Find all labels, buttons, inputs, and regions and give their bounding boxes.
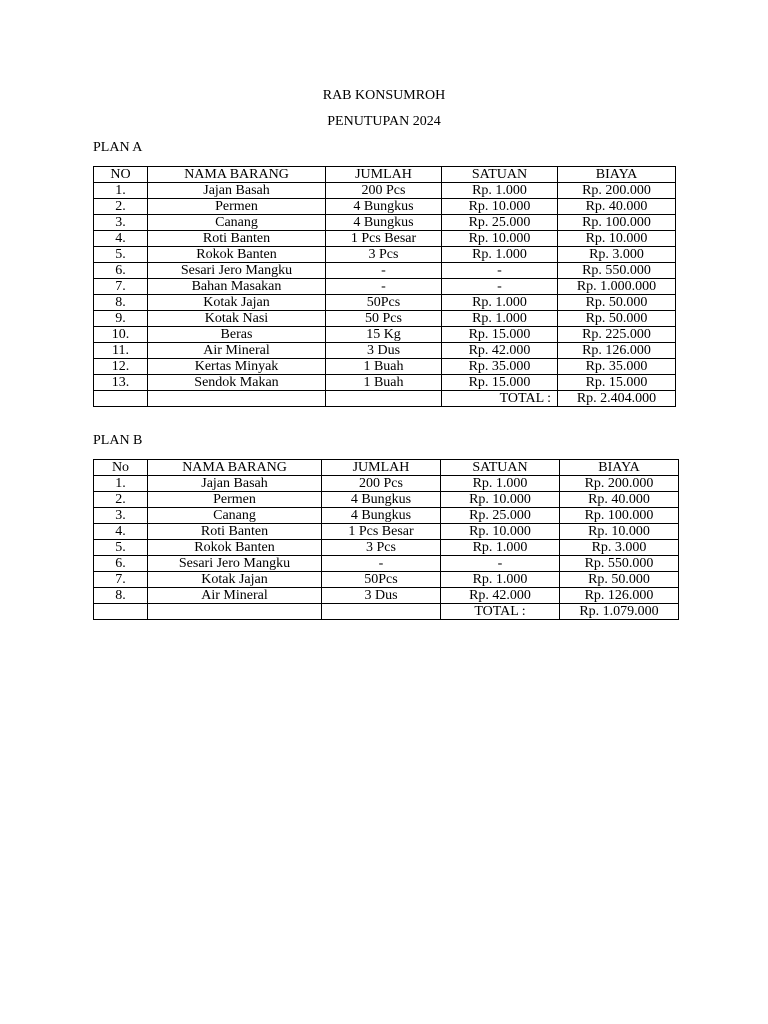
- cell-biaya: Rp. 50.000: [558, 311, 676, 327]
- header-satuan: SATUAN: [441, 460, 560, 476]
- header-jumlah: JUMLAH: [326, 167, 442, 183]
- cell-nama-barang: Roti Banten: [148, 231, 326, 247]
- table-row: [94, 572, 679, 588]
- cell-nama-barang: Canang: [148, 508, 322, 524]
- cell-nama-barang: Permen: [148, 492, 322, 508]
- cell-biaya: Rp. 126.000: [558, 343, 676, 359]
- cell-biaya: Rp. 35.000: [558, 359, 676, 375]
- cell-nama-barang: Kotak Jajan: [148, 295, 326, 311]
- cell-no: 5.: [94, 247, 148, 263]
- cell-satuan: Rp. 1.000: [441, 572, 560, 588]
- cell-biaya: Rp. 550.000: [560, 556, 679, 572]
- cell-no: 13.: [94, 375, 148, 391]
- cell-jumlah: 4 Bungkus: [326, 215, 442, 231]
- cell-no: 1.: [94, 476, 148, 492]
- cell-biaya: Rp. 100.000: [560, 508, 679, 524]
- cell-nama-barang: Sesari Jero Mangku: [148, 556, 322, 572]
- cell-biaya: Rp. 10.000: [560, 524, 679, 540]
- cell-satuan: Rp. 1.000: [442, 311, 558, 327]
- table-row: [94, 215, 676, 231]
- table-row: [94, 327, 676, 343]
- header-no: No: [94, 460, 148, 476]
- cell-satuan: Rp. 42.000: [442, 343, 558, 359]
- cell-jumlah: 4 Bungkus: [322, 492, 441, 508]
- plan-a-table: [93, 166, 676, 407]
- cell-jumlah: 200 Pcs: [322, 476, 441, 492]
- table-row: [94, 540, 679, 556]
- cell-nama-barang: Sendok Makan: [148, 375, 326, 391]
- cell-no: 8.: [94, 588, 148, 604]
- cell-biaya: Rp. 10.000: [558, 231, 676, 247]
- cell-jumlah: 200 Pcs: [326, 183, 442, 199]
- empty-cell: [94, 604, 148, 620]
- cell-nama-barang: Jajan Basah: [148, 476, 322, 492]
- document-subtitle: PENUTUPAN 2024: [327, 114, 441, 129]
- total-row: [94, 604, 679, 620]
- header-nama-barang: NAMA BARANG: [148, 167, 326, 183]
- cell-nama-barang: Rokok Banten: [148, 247, 326, 263]
- cell-nama-barang: Beras: [148, 327, 326, 343]
- cell-satuan: -: [442, 263, 558, 279]
- cell-nama-barang: Sesari Jero Mangku: [148, 263, 326, 279]
- header-biaya: BIAYA: [560, 460, 679, 476]
- cell-nama-barang: Air Mineral: [148, 588, 322, 604]
- total-label: TOTAL :: [442, 391, 558, 407]
- table-row: [94, 492, 679, 508]
- cell-nama-barang: Kotak Jajan: [148, 572, 322, 588]
- cell-jumlah: 15 Kg: [326, 327, 442, 343]
- header-nama-barang: NAMA BARANG: [148, 460, 322, 476]
- cell-no: 1.: [94, 183, 148, 199]
- cell-jumlah: 3 Dus: [326, 343, 442, 359]
- header-no: NO: [94, 167, 148, 183]
- cell-nama-barang: Rokok Banten: [148, 540, 322, 556]
- cell-satuan: Rp. 10.000: [442, 231, 558, 247]
- cell-satuan: Rp. 42.000: [441, 588, 560, 604]
- cell-nama-barang: Kotak Nasi: [148, 311, 326, 327]
- cell-no: 6.: [94, 556, 148, 572]
- header-jumlah: JUMLAH: [322, 460, 441, 476]
- cell-biaya: Rp. 50.000: [558, 295, 676, 311]
- cell-biaya: Rp. 40.000: [558, 199, 676, 215]
- cell-satuan: Rp. 25.000: [441, 508, 560, 524]
- cell-satuan: -: [442, 279, 558, 295]
- cell-biaya: Rp. 40.000: [560, 492, 679, 508]
- cell-satuan: Rp. 10.000: [441, 492, 560, 508]
- cell-biaya: Rp. 200.000: [558, 183, 676, 199]
- total-value: Rp. 1.079.000: [560, 604, 679, 620]
- cell-nama-barang: Jajan Basah: [148, 183, 326, 199]
- total-row: [94, 391, 676, 407]
- plan-b-label: PLAN B: [93, 433, 143, 448]
- table-row: [94, 343, 676, 359]
- cell-satuan: Rp. 15.000: [442, 375, 558, 391]
- cell-no: 5.: [94, 540, 148, 556]
- cell-jumlah: 50Pcs: [322, 572, 441, 588]
- table-row: [94, 263, 676, 279]
- table-row: [94, 295, 676, 311]
- table-row: [94, 199, 676, 215]
- cell-no: 9.: [94, 311, 148, 327]
- cell-no: 2.: [94, 199, 148, 215]
- cell-jumlah: 3 Pcs: [322, 540, 441, 556]
- cell-jumlah: 1 Pcs Besar: [322, 524, 441, 540]
- empty-cell: [148, 391, 326, 407]
- total-value: Rp. 2.404.000: [558, 391, 676, 407]
- cell-jumlah: 3 Dus: [322, 588, 441, 604]
- table-header-row: [94, 460, 679, 476]
- table-row: [94, 508, 679, 524]
- cell-satuan: Rp. 1.000: [441, 476, 560, 492]
- cell-jumlah: 4 Bungkus: [322, 508, 441, 524]
- cell-no: 4.: [94, 524, 148, 540]
- cell-biaya: Rp. 100.000: [558, 215, 676, 231]
- cell-no: 10.: [94, 327, 148, 343]
- empty-cell: [326, 391, 442, 407]
- cell-no: 7.: [94, 279, 148, 295]
- cell-biaya: Rp. 550.000: [558, 263, 676, 279]
- cell-jumlah: 50Pcs: [326, 295, 442, 311]
- table-row: [94, 279, 676, 295]
- cell-no: 12.: [94, 359, 148, 375]
- table-row: [94, 524, 679, 540]
- cell-satuan: Rp. 10.000: [441, 524, 560, 540]
- cell-jumlah: 1 Buah: [326, 359, 442, 375]
- cell-jumlah: 1 Pcs Besar: [326, 231, 442, 247]
- cell-no: 4.: [94, 231, 148, 247]
- cell-no: 8.: [94, 295, 148, 311]
- cell-biaya: Rp. 126.000: [560, 588, 679, 604]
- plan-a-label: PLAN A: [93, 140, 143, 155]
- cell-biaya: Rp. 50.000: [560, 572, 679, 588]
- table-row: [94, 247, 676, 263]
- table-header-row: [94, 167, 676, 183]
- cell-satuan: Rp. 10.000: [442, 199, 558, 215]
- empty-cell: [94, 391, 148, 407]
- cell-no: 3.: [94, 508, 148, 524]
- cell-satuan: Rp. 15.000: [442, 327, 558, 343]
- table-row: [94, 375, 676, 391]
- cell-jumlah: -: [326, 279, 442, 295]
- cell-satuan: Rp. 25.000: [442, 215, 558, 231]
- cell-satuan: Rp. 35.000: [442, 359, 558, 375]
- empty-cell: [148, 604, 322, 620]
- cell-nama-barang: Permen: [148, 199, 326, 215]
- cell-nama-barang: Canang: [148, 215, 326, 231]
- cell-nama-barang: Bahan Masakan: [148, 279, 326, 295]
- total-label: TOTAL :: [441, 604, 560, 620]
- cell-satuan: Rp. 1.000: [442, 247, 558, 263]
- cell-nama-barang: Kertas Minyak: [148, 359, 326, 375]
- cell-satuan: Rp. 1.000: [442, 183, 558, 199]
- table-row: [94, 476, 679, 492]
- cell-satuan: Rp. 1.000: [441, 540, 560, 556]
- cell-no: 7.: [94, 572, 148, 588]
- cell-biaya: Rp. 1.000.000: [558, 279, 676, 295]
- table-row: [94, 556, 679, 572]
- cell-biaya: Rp. 3.000: [558, 247, 676, 263]
- plan-b-table: [93, 459, 679, 620]
- cell-satuan: -: [441, 556, 560, 572]
- header-satuan: SATUAN: [442, 167, 558, 183]
- cell-jumlah: 50 Pcs: [326, 311, 442, 327]
- cell-jumlah: 3 Pcs: [326, 247, 442, 263]
- cell-biaya: Rp. 200.000: [560, 476, 679, 492]
- table-row: [94, 311, 676, 327]
- table-row: [94, 183, 676, 199]
- cell-no: 3.: [94, 215, 148, 231]
- cell-jumlah: -: [326, 263, 442, 279]
- cell-no: 2.: [94, 492, 148, 508]
- header-biaya: BIAYA: [558, 167, 676, 183]
- document-title: RAB KONSUMROH: [322, 88, 446, 103]
- empty-cell: [322, 604, 441, 620]
- table-row: [94, 231, 676, 247]
- cell-jumlah: 4 Bungkus: [326, 199, 442, 215]
- cell-biaya: Rp. 15.000: [558, 375, 676, 391]
- table-row: [94, 359, 676, 375]
- cell-nama-barang: Air Mineral: [148, 343, 326, 359]
- cell-jumlah: -: [322, 556, 441, 572]
- cell-biaya: Rp. 225.000: [558, 327, 676, 343]
- cell-no: 11.: [94, 343, 148, 359]
- cell-nama-barang: Roti Banten: [148, 524, 322, 540]
- cell-no: 6.: [94, 263, 148, 279]
- cell-satuan: Rp. 1.000: [442, 295, 558, 311]
- cell-biaya: Rp. 3.000: [560, 540, 679, 556]
- table-row: [94, 588, 679, 604]
- cell-jumlah: 1 Buah: [326, 375, 442, 391]
